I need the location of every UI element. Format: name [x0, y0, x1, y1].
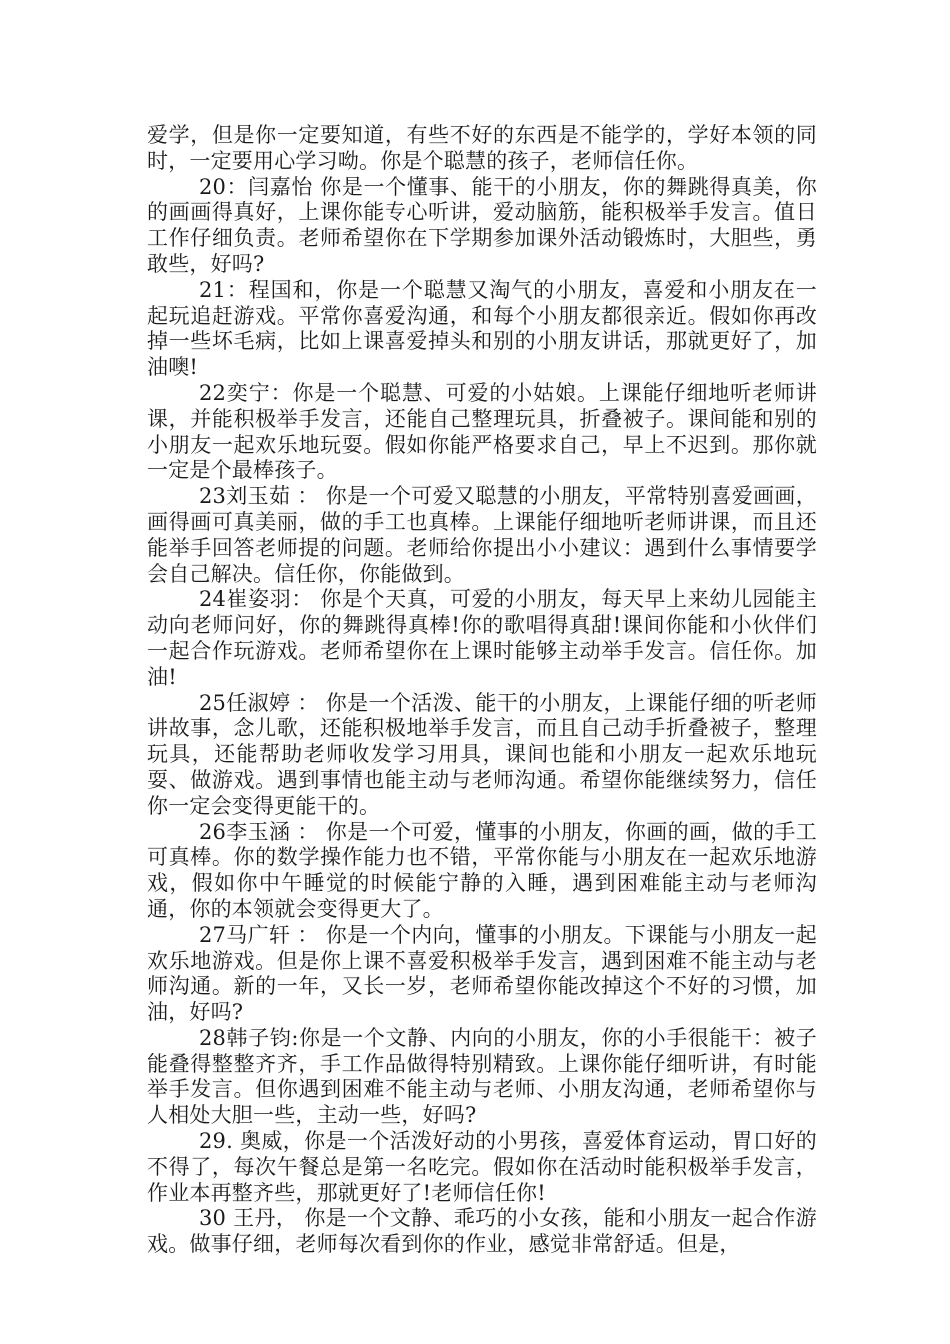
document-body	[147, 123, 817, 1258]
paragraph-comment-30: 30 王丹， 你是一个文静、乖巧的小女孩，能和小朋友一起合作游戏。做事仔细，老师每次看到你的作业，感觉非常舒适。但是，	[147, 1206, 817, 1257]
paragraph-comment-22: 22奕宁：你是一个聪慧、可爱的小姑娘。上课能仔细地听老师讲课，并能积极举手发言，还能自己整理玩具，折叠被子。课间能和别的小朋友一起欢乐地玩耍。假如你能严格要求自己，早上不迟到。那你就一定是个最棒孩子。	[147, 380, 817, 483]
paragraph-continuation: 爱学，但是你一定要知道，有些不好的东西是不能学的，学好本领的同时，一定要用心学习呦。你是个聪慧的孩子，老师信任你。	[147, 123, 817, 173]
paragraph-comment-24: 24崔姿羽： 你是个天真，可爱的小朋友，每天早上来幼儿园能主动向老师问好，你的舞跳得真棒!你的歌唱得真甜!课间你能和小伙伴们一起合作玩游戏。老师希望你在上课时能够主动举手发言。信任你。加油!	[147, 587, 817, 689]
paragraph-comment-26: 26李玉涵 ： 你是一个可爱，懂事的小朋友，你画的画，做的手工可真棒。你的数学操作能力也不错，平常你能与小朋友在一起欢乐地游戏，假如你中午睡觉的时候能宁静的入睡，遇到困难能主动与老师沟通，你的本领就会变得更大了。	[147, 819, 817, 921]
paragraph-comment-27: 27马广轩 ： 你是一个内向，懂事的小朋友。下课能与小朋友一起欢乐地游戏。但是你上课不喜爱积极举手发言，遇到困难不能主动与老师沟通。新的一年，又长一岁，老师希望你能改掉这个不好的习惯，加油，好吗?	[147, 922, 817, 1025]
paragraph-comment-20: 20：闫嘉怡 你是一个懂事、能干的小朋友，你的舞跳得真美，你的画画得真好，上课你能专心听讲，爱动脑筋，能积极举手发言。值日工作仔细负责。老师希望你在下学期参加课外活动锻炼时，大胆些，勇敢些，好吗?	[147, 174, 817, 276]
paragraph-comment-28: 28韩子钧:你是一个文静、内向的小朋友，你的小手很能干：被子能叠得整整齐齐，手工作品做得特别精致。上课你能仔细听讲，有时能举手发言。但你遇到困难不能主动与老师、小朋友沟通，老师希望你与人相处大胆一些，主动一些，好吗?	[147, 1025, 817, 1128]
paragraph-comment-23: 23刘玉茹 ： 你是一个可爱又聪慧的小朋友，平常特别喜爱画画，画得画可真美丽，做的手工也真棒。上课能仔细地听老师讲课，而且还能举手回答老师提的问题。老师给你提出小小建议：遇到什么事情要学会自己解决。信任你，你能做到。	[147, 484, 817, 586]
paragraph-comment-29: 29. 奥威，你是一个活泼好动的小男孩，喜爱体育运动，胃口好的不得了，每次午餐总是第一名吃完。假如你在活动时能积极举手发言，作业本再整齐些，那就更好了!老师信任你!	[147, 1129, 817, 1205]
paragraph-comment-25: 25任淑婷 ： 你是一个活泼、能干的小朋友，上课能仔细的听老师讲故事，念儿歌，还能积极地举手发言，而且自己动手折叠被子，整理玩具，还能帮助老师收发学习用具，课间也能和小朋友一起欢乐地玩耍、做游戏。遇到事情也能主动与老师沟通。希望你能继续努力，信任你一定会变得更能干的。	[147, 690, 817, 818]
paragraph-comment-21: 21：程国和，你是一个聪慧又淘气的小朋友，喜爱和小朋友在一起玩追赶游戏。平常你喜爱沟通，和每个小朋友都很亲近。假如你再改掉一些坏毛病，比如上课喜爱掉头和别的小朋友讲话，那就更好了，加油噢!	[147, 277, 817, 380]
